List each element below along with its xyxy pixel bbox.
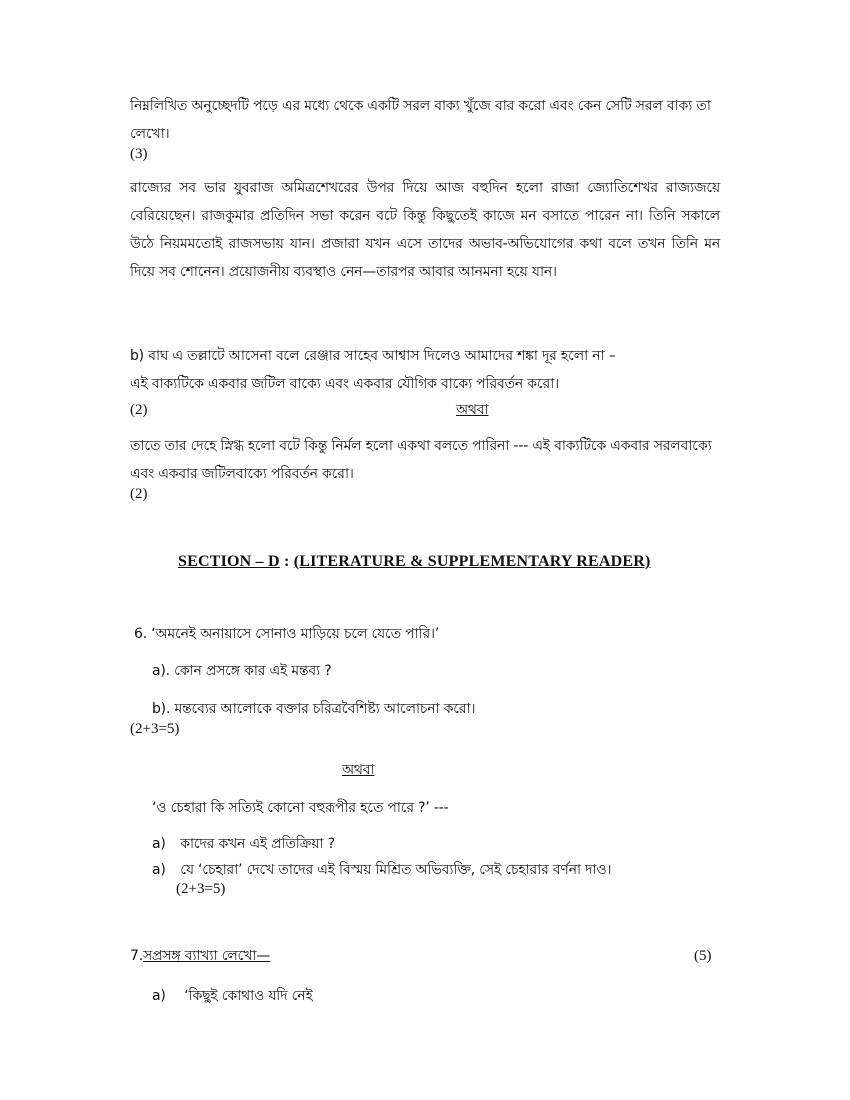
q6-alt-part-a (152, 830, 335, 858)
q5b-alt-marks: (2) (130, 486, 148, 502)
q6-alt-b-label: a) (152, 862, 166, 878)
q7-a-label: a) (152, 988, 166, 1004)
q5b-line2: এই বাক্যটিকে একবার জটিল বাক্যে এবং একবার যৌগিক বাক্যে পরিবর্তন করো। (130, 376, 559, 392)
q6-quote: ‘অমনেই অনায়াসে সোনাও মাড়িয়ে চলে যেতে পারি।’ (151, 626, 440, 642)
q7-header (130, 942, 270, 970)
q6-part-b: b). মন্তব্যের আলোকে বক্তার চরিত্রবৈশিষ্ট্য আলোচনা করো। (152, 701, 476, 717)
section-d-heading (178, 553, 651, 571)
q5a-passage: রাজ্যের সব ভার যুবরাজ অমিত্রশেখরের উপর দিয়ে আজ বহুদিন হলো রাজা জ্যোতিশেখর রাজ্যজয়ে বেরিয়েছেন। রাজকুমার প্রতিদিন সভা করেন বটে কিন্তু কিছুতেই কাজে মন বসাতে পারেন না। তিনি সকালে উঠে নিয়মমতোই রাজসভায় যান। প্রজারা যখন এসে তাদের অভাব-অভিযোগের কথা বলে তখন তিনি মন দিয়ে সব শোনেন। প্রয়োজনীয় ব্যবস্থাও নেন—তারপর আবার আনমনা হয়ে যান। (130, 180, 720, 280)
q6-number: 6. (134, 626, 147, 642)
q6-alt-b-text: যে ‘চেহারা’ দেখে তাদের এই বিস্ময় মিশ্রিত অভিব্যক্তি, সেই চেহারার বর্ণনা দাও। (180, 862, 612, 878)
q5b-line1: b) বাঘ এ তল্লাটে আসেনা বলে রেঞ্জার সাহেব আশ্বাস দিলেও আমাদের শঙ্কা দূর হলো না – (130, 348, 616, 364)
q6-alt-a-label: a) (152, 836, 166, 852)
q6-alt-part-b (152, 856, 611, 884)
section-d-subtitle: (LITERATURE & SUPPLEMENTARY READER) (293, 553, 651, 570)
q5a-instruction: নিম্নলিখিত অনুচ্ছেদটি পড়ে এর মধ্যে থেকে একটি সরল বাক্য খুঁজে বার করো এবং কেন সেটি সরল বাক্য তা লেখো। (130, 98, 711, 142)
q6-alt-quote: ‘ও চেহারা কি সত্যিই কোনো বহুরূপীর হতে পারে ?’ --- (152, 800, 449, 816)
q6-or-label: অথবা (342, 762, 375, 778)
q6-part-a: a). কোন প্রসঙ্গে কার এই মন্তব্য ? (152, 663, 332, 679)
section-d-label: SECTION – D (178, 553, 280, 570)
q5a-marks: (3) (130, 146, 148, 162)
q5b-or-label: অথবা (456, 402, 489, 418)
q7-title: সপ্রসঙ্গ ব্যাখ্যা লেখো— (142, 948, 271, 964)
q7-marks: (5) (694, 948, 712, 964)
q5b-marks: (2) (130, 402, 148, 418)
section-d-separator: : (279, 553, 294, 570)
q6-header (134, 620, 439, 648)
q7-a-text: ‘কিছুই কোথাও যদি নেই (184, 988, 313, 1004)
q6-alt-a-text: কাদের কখন এই প্রতিক্রিয়া ? (180, 836, 335, 852)
q7-number: 7. (130, 948, 143, 964)
q5b-alt-text: তাতে তার দেহে স্নিগ্ধ হলো বটে কিন্তু নির্মল হলো একথা বলতে পারিনা --- এই বাক্যটিকে একবার সরলবাক্যে এবং একবার জটিলবাক্যে পরিবর্তন করো। (130, 438, 712, 482)
q6-marks: (2+3=5) (130, 721, 180, 737)
q6-alt-marks: (2+3=5) (176, 881, 226, 897)
q7-part-a (152, 982, 313, 1010)
